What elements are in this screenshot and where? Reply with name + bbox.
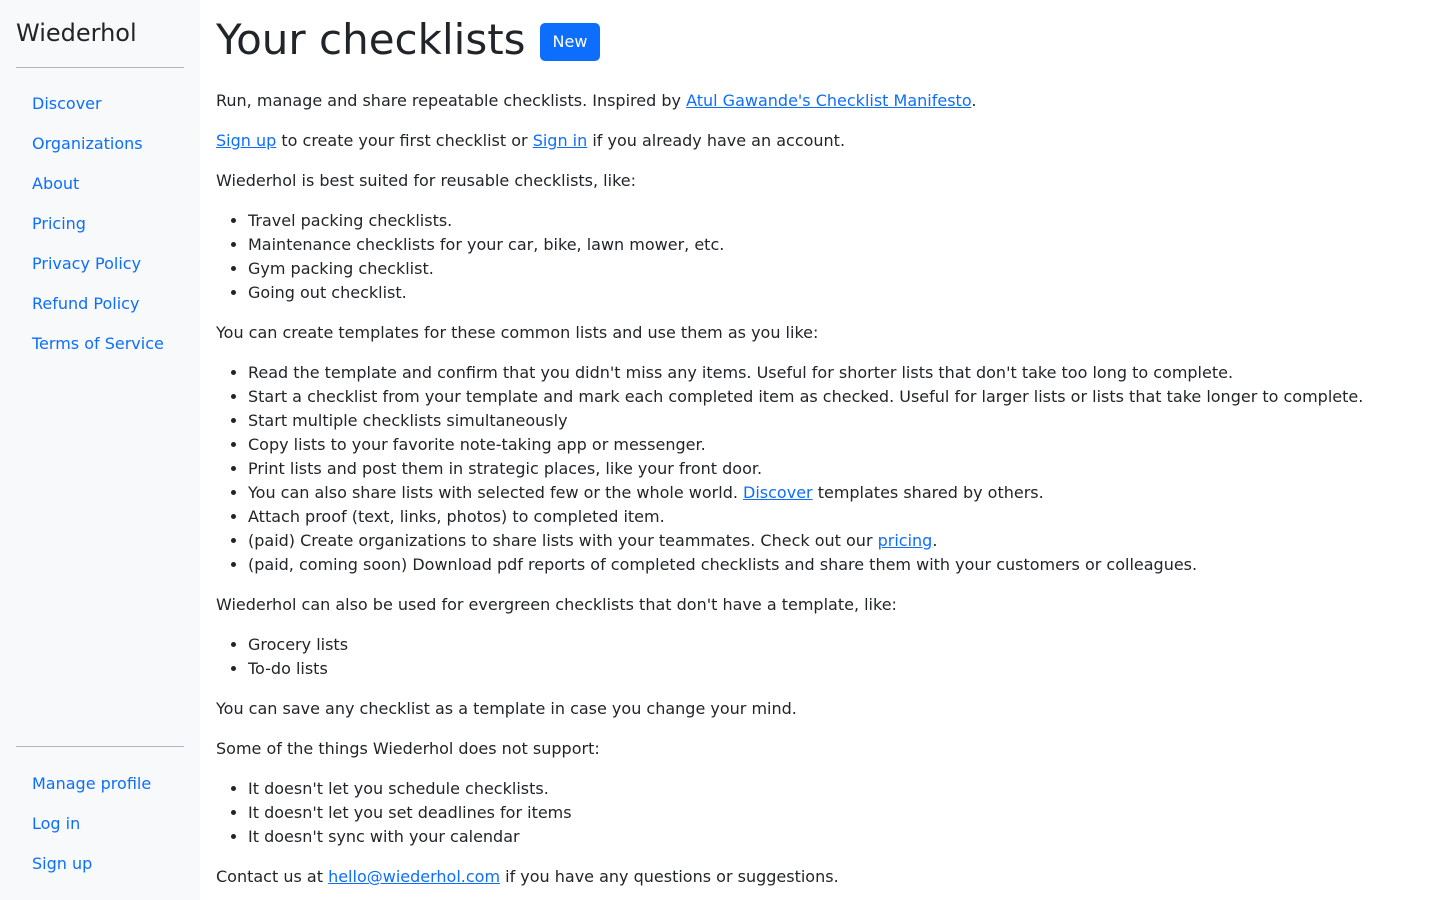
orgs-item-text: (paid) Create organizations to share lists with your teammates. Check out our [248,531,878,550]
page-title: Your checklists [216,15,526,64]
intro-paragraph [216,89,1424,113]
signup-paragraph [216,129,1424,153]
list-item: • Travel packing checklists. [248,209,1424,233]
nav-discover-link[interactable]: Discover [32,94,102,113]
nav-pricing-link[interactable]: Pricing [32,214,86,233]
list-item: • Start multiple checklists simultaneously [248,409,1424,433]
list-item [248,481,1424,505]
list-item [248,529,1424,553]
nav-privacy-policy-link[interactable]: Privacy Policy [32,254,142,273]
reusable-list [216,209,1424,305]
manage-profile-link[interactable]: Manage profile [32,774,152,793]
nav-item [16,324,184,364]
list-item: • It doesn't let you schedule checklists. [248,777,1424,801]
nav-terms-of-service-link[interactable]: Terms of Service [32,334,164,353]
evergreen-intro: Wiederhol can also be used for evergreen checklists that don't have a template, like: [216,595,897,614]
brand-logo[interactable]: Wiederhol [16,0,184,68]
list-item: • Attach proof (text, links, photos) to completed item. [248,505,1424,529]
contact-email-link[interactable]: hello@wiederhol.com [328,867,501,886]
signup-middle-text: to create your first checklist or [276,131,533,150]
page-header [216,14,1424,66]
nav-item [16,284,184,324]
list-item: • It doesn't sync with your calendar [248,825,1424,849]
list-item: • Going out checklist. [248,281,1424,305]
contact-text: Contact us at [216,867,329,886]
share-item-end: templates shared by others. [812,483,1044,502]
save-template-paragraph: You can save any checklist as a template in case you change your mind. [216,699,797,718]
nav-item [16,804,184,844]
account-nav-section [16,746,184,884]
nav-item [16,84,184,124]
account-nav [16,764,184,884]
list-item: • To-do lists [248,657,1424,681]
nav-refund-policy-link[interactable]: Refund Policy [32,294,140,313]
main-nav [16,84,184,364]
log-in-link[interactable]: Log in [32,814,81,833]
templates-list [216,361,1424,577]
list-item: • Print lists and post them in strategic places, like your front door. [248,457,1424,481]
inline-sign-in-link[interactable]: Sign in [532,131,588,150]
list-item: • Gym packing checklist. [248,257,1424,281]
inline-sign-up-link[interactable]: Sign up [216,131,277,150]
list-item: • It doesn't let you set deadlines for items [248,801,1424,825]
list-item: • Grocery lists [248,633,1424,657]
unsupported-list [216,777,1424,849]
intro-text: Run, manage and share repeatable checklists. Inspired by [216,91,687,110]
intro-end: . [971,91,977,110]
list-item: • Start a checklist from your template and mark each completed item as checked. Useful for larger lists or lists that take longer to complete. [248,385,1424,409]
list-item: • (paid, coming soon) Download pdf reports of completed checklists and share them with your customers or colleagues. [248,553,1424,577]
nav-organizations-link[interactable]: Organizations [32,134,143,153]
nav-item [16,124,184,164]
sidebar [0,0,200,900]
unsupported-intro: Some of the things Wiederhol does not support: [216,739,600,758]
share-item-text: You can also share lists with selected few or the whole world. [248,483,744,502]
nav-item [16,764,184,804]
contact-paragraph [216,865,1424,889]
list-item: • Copy lists to your favorite note-taking app or messenger. [248,433,1424,457]
sign-up-link[interactable]: Sign up [32,854,93,873]
main-content [200,0,1440,900]
new-checklist-button[interactable]: New [540,23,601,61]
evergreen-list [216,633,1424,681]
orgs-item-end: . [932,531,938,550]
reusable-intro: Wiederhol is best suited for reusable checklists, like: [216,171,636,190]
nav-item [16,164,184,204]
inline-discover-link[interactable]: Discover [743,483,813,502]
nav-item [16,244,184,284]
list-item: • Maintenance checklists for your car, bike, lawn mower, etc. [248,233,1424,257]
signup-end-text: if you already have an account. [587,131,846,150]
checklist-manifesto-link[interactable]: Atul Gawande's Checklist Manifesto [686,91,972,110]
inline-pricing-link[interactable]: pricing [877,531,933,550]
nav-item [16,844,184,884]
nav-about-link[interactable]: About [32,174,80,193]
nav-item [16,204,184,244]
templates-intro: You can create templates for these common lists and use them as you like: [216,323,819,342]
list-item: • Read the template and confirm that you didn't miss any items. Useful for shorter lists that don't take too long to complete. [248,361,1424,385]
contact-end: if you have any questions or suggestions. [500,867,839,886]
